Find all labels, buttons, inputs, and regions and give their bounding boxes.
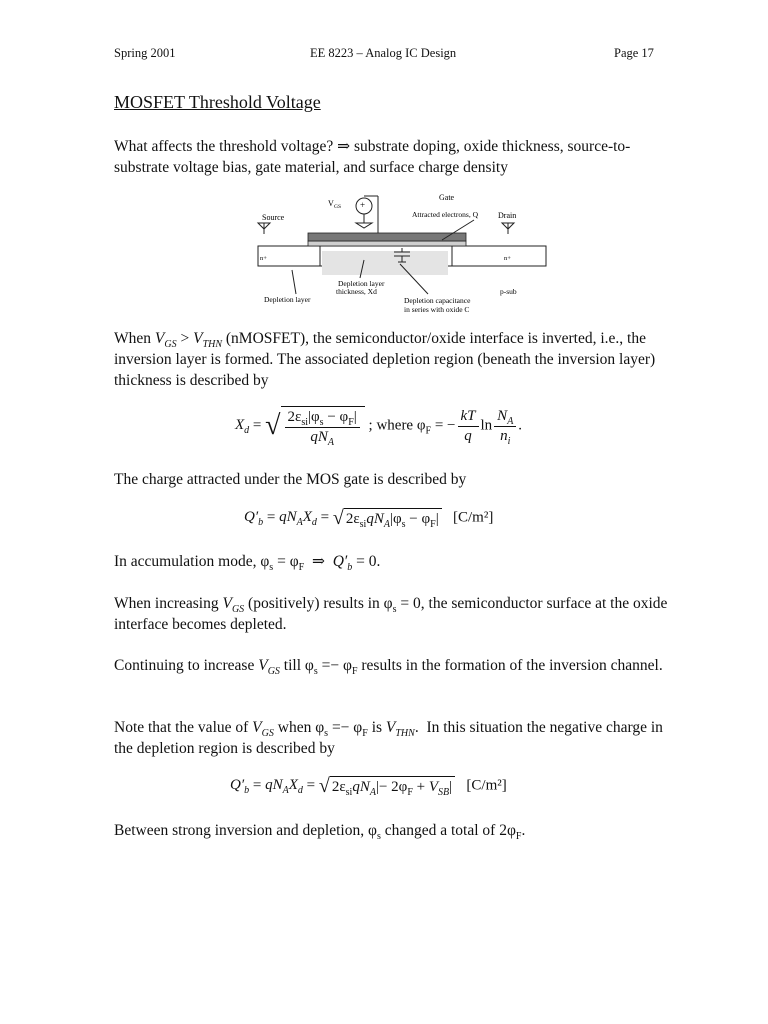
label-vgs: V xyxy=(328,199,334,208)
p1-text-b: (nMOSFET), the semiconductor/oxide interface is inverted, i.e., the inversion layer is formed. The associated depletion region (beneath the inversion layer) thickness is described by xyxy=(114,330,656,389)
label-depletion-capacitance-1: Depletion capacitance xyxy=(404,296,471,305)
label-source: Source xyxy=(262,213,285,222)
header-page-number: Page 17 xyxy=(614,46,654,60)
source-ground-icon xyxy=(258,223,270,234)
label-attracted-electrons: Attracted electrons, Q xyxy=(412,210,479,219)
intro-question: What affects the threshold voltage? xyxy=(114,138,334,155)
n-plus-right-region xyxy=(452,246,546,266)
p7-text-b: changed a total of xyxy=(384,822,496,839)
implies-arrow: ⇒ xyxy=(337,138,351,155)
label-gate: Gate xyxy=(439,193,455,202)
vgs-plus-icon: + xyxy=(360,200,366,210)
page-title: MOSFET Threshold Voltage xyxy=(114,92,321,112)
p5-text-c: results in the formation of the inversion channel. xyxy=(361,657,663,674)
inversion-paragraph: When $V_{GS} > V_{THN}$ (nMOSFET), the semiconductor/oxide interface is inverted, i.e., the inversion layer is formed. The associated depletion region (beneath the inversion layer) thickness is described by xyxy=(114,330,656,389)
where-text: ; where xyxy=(368,417,414,434)
mosfet-cross-section-diagram xyxy=(252,190,552,320)
depletion-paragraph: When increasing $V_{GS}$ (positively) results in $\varphi_s = 0$, the semiconductor surface at the oxide interface becomes depleted. xyxy=(114,595,668,633)
accumulation-paragraph: In accumulation mode, $\varphi_s = \varphi_F$ ⇒ $Q'_b = 0$. xyxy=(114,553,381,574)
intro-paragraph xyxy=(114,136,674,178)
label-depletion-capacitance-2: in series with oxide C xyxy=(404,305,470,314)
label-p-sub: p-sub xyxy=(500,287,517,296)
n-plus-left-region xyxy=(258,246,320,266)
inversion-channel-paragraph: Continuing to increase $V_{GS}$ till $\varphi_s =- \varphi_F$ results in the formation of the inversion channel. xyxy=(114,657,663,678)
p5-text-b: till xyxy=(283,657,302,674)
label-depletion-layer: Depletion layer xyxy=(264,295,311,304)
summary-paragraph: Between strong inversion and depletion, $\varphi_s$ changed a total of $2\varphi_F$. xyxy=(114,822,526,843)
p5-text-a: Continuing to increase xyxy=(114,657,255,674)
p4-text-c: the semiconductor surface at the oxide interface becomes depleted. xyxy=(114,595,668,633)
label-depletion-thickness-1: Depletion layer xyxy=(338,279,385,288)
label-n-plus-right: n+ xyxy=(504,255,511,262)
gate-oxide xyxy=(308,241,466,246)
label-vgs-sub: GS xyxy=(334,204,342,210)
charge-equation: $Q'_b = qN_AX_d$ = √ $2\varepsilon_{si}qN_A|\varphi_s - \varphi_F|$ [C/m²] xyxy=(244,507,494,530)
p7-text-a: Between strong inversion and depletion, xyxy=(114,822,365,839)
intro-answer: substrate doping, oxide thickness, source-to-substrate voltage bias, gate material, and surface charge density xyxy=(114,138,631,176)
label-n-plus-left: n+ xyxy=(260,255,267,262)
p1-text-a: When xyxy=(114,330,155,347)
p6-text-a: Note that the value of xyxy=(114,719,249,736)
depletion-charge-equation: $Q'_b = qN_AX_d$ = √ $2\varepsilon_{si}qN_A|- 2\varphi_F + V_{SB}|$ [C/m²] xyxy=(230,775,507,798)
label-drain: Drain xyxy=(498,211,517,220)
unit-text-2: [C/m²] xyxy=(466,777,507,794)
ground-icon xyxy=(356,223,372,228)
threshold-note-paragraph: Note that the value of $V_{GS}$ when $\varphi_s =- \varphi_F$ is $V_{THN}$. In this situation the negative charge in the depletion region is described by xyxy=(114,719,663,757)
unit-text-1: [C/m²] xyxy=(452,509,494,526)
p6-text-b: when xyxy=(277,719,312,736)
p6-text-d: In this situation the negative charge in the depletion region is described by xyxy=(114,719,663,757)
p4-text-a: When increasing xyxy=(114,595,219,612)
arrow-depletion-layer xyxy=(292,270,296,294)
p3-text: In accumulation mode, xyxy=(114,553,257,570)
drain-ground-icon xyxy=(502,223,514,234)
header-center: EE 8223 – Analog IC Design xyxy=(310,46,457,60)
header-left: Spring 2001 xyxy=(114,46,176,60)
label-depletion-thickness-2: thickness, Xd xyxy=(336,287,377,296)
p6-text-c: is xyxy=(371,719,383,736)
depletion-thickness-equation: $X_d$ = √ $\frac{2\varepsilon_{si}|\varphi_s - \varphi_F|}{qN_A}$ ; where $\varphi_F$ = − $\frac{kT}{q}$ ln $\frac{N_A}{n_i}$ . xyxy=(235,407,523,448)
depletion-region xyxy=(322,251,448,275)
charge-paragraph: The charge attracted under the MOS gate is described by xyxy=(114,471,467,488)
p4-text-b: (positively) results in xyxy=(248,595,380,612)
